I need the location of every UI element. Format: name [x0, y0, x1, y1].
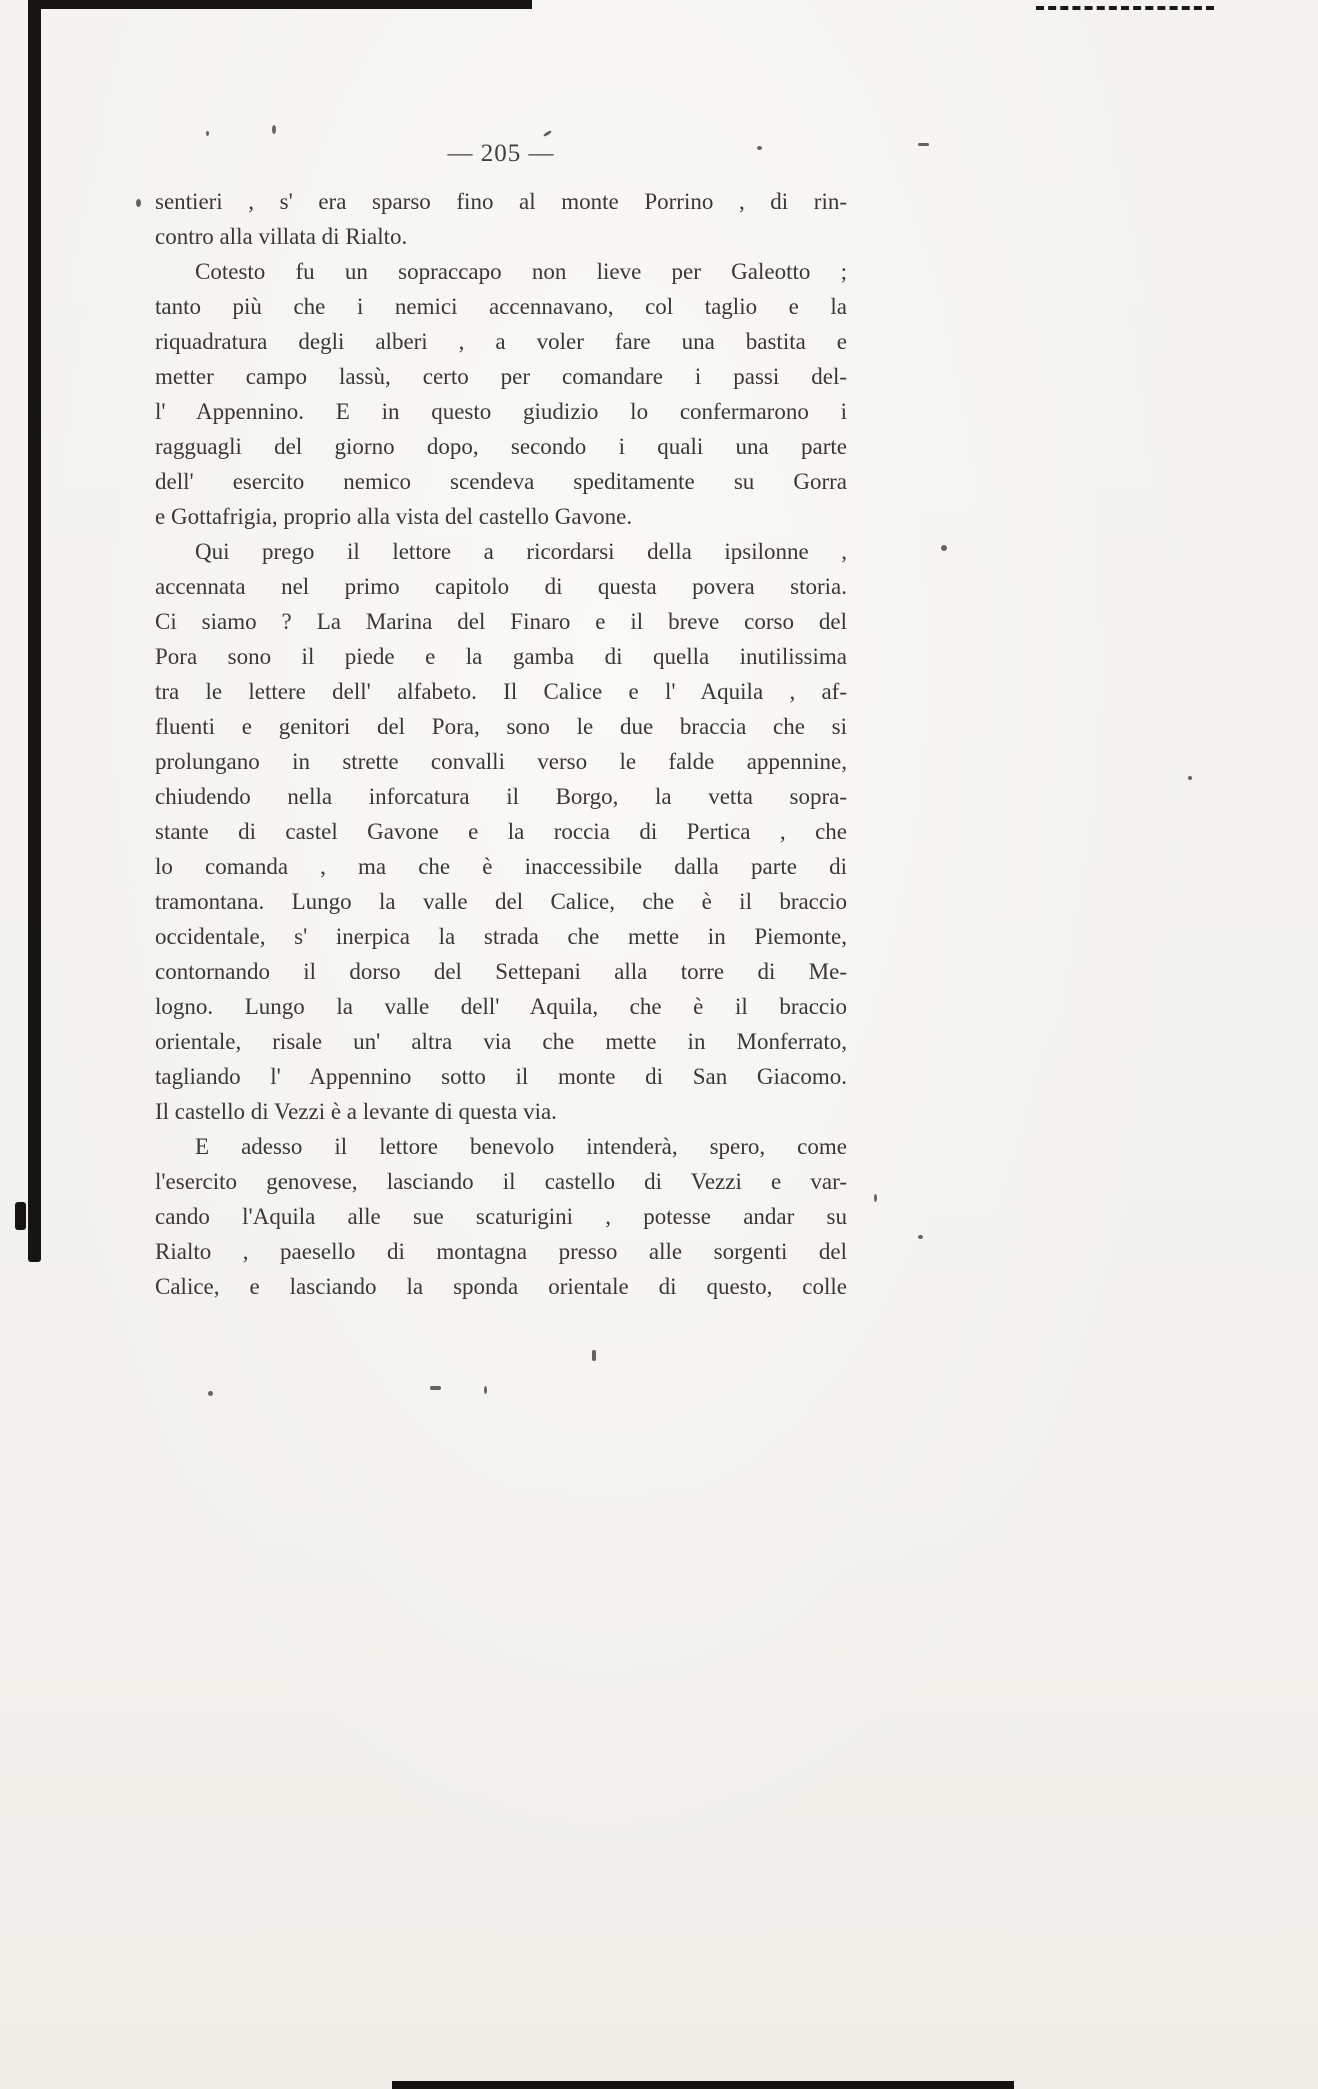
paragraph — [155, 1129, 847, 1304]
text-line: Ci siamo ? La Marina del Finaro e il breve corso del — [155, 609, 847, 634]
scan-edge-bottom — [392, 2081, 1014, 2089]
text-line: occidentale, s' inerpica la strada che mette in Piemonte, — [155, 924, 847, 949]
text-line: tramontana. Lungo la valle del Calice, che è il braccio — [155, 889, 847, 914]
scan-speck — [136, 199, 141, 207]
binding-shadow-top — [30, 0, 532, 9]
binding-shadow-left — [28, 0, 41, 1262]
scan-speck — [874, 1194, 877, 1202]
text-line: Calice, e lasciando la sponda orientale di questo, colle — [155, 1274, 847, 1299]
text-line: sentieri , s' era sparso fino al monte Porrino , di rin- — [155, 189, 847, 214]
scan-speck — [918, 143, 929, 146]
scan-speck — [484, 1386, 487, 1394]
text-line: lo comanda , ma che è inaccessibile dalla parte di — [155, 854, 847, 879]
text-line: dell' esercito nemico scendeva speditamente su Gorra — [155, 469, 847, 494]
text-line: fluenti e genitori del Pora, sono le due braccia che si — [155, 714, 847, 739]
text-line: Qui prego il lettore a ricordarsi della ipsilonne , — [195, 539, 847, 564]
dashed-scan-line — [1036, 6, 1214, 10]
paragraph — [155, 254, 847, 534]
text-line: Il castello di Vezzi è a levante di questa via. — [155, 1099, 557, 1124]
scan-speck — [430, 1386, 441, 1390]
text-line: Cotesto fu un sopraccapo non lieve per Galeotto ; — [195, 259, 847, 284]
text-line: e Gottafrigia, proprio alla vista del castello Gavone. — [155, 504, 633, 529]
text-line: tagliando l' Appennino sotto il monte di San Giacomo. — [155, 1064, 847, 1089]
scan-speck — [941, 545, 947, 551]
text-line: tra le lettere dell' alfabeto. Il Calice e l' Aquila , af- — [155, 679, 847, 704]
text-line: contornando il dorso del Settepani alla torre di Me- — [155, 959, 847, 984]
text-line: prolungano in strette convalli verso le falde appennine, — [155, 749, 847, 774]
scan-speck — [208, 1391, 213, 1396]
scan-speck — [592, 1350, 596, 1361]
scan-speck — [543, 130, 552, 137]
text-line: orientale, risale un' altra via che mette in Monferrato, — [155, 1029, 847, 1054]
text-line: metter campo lassù, certo per comandare i passi del- — [155, 364, 847, 389]
text-line: l' Appennino. E in questo giudizio lo confermarono i — [155, 399, 847, 424]
scan-speck — [1188, 776, 1192, 780]
text-line: ragguagli del giorno dopo, secondo i quali una parte — [155, 434, 847, 459]
text-line: accennata nel primo capitolo di questa povera storia. — [155, 574, 847, 599]
paragraph — [155, 184, 847, 254]
text-line: chiudendo nella inforcatura il Borgo, la vetta sopra- — [155, 784, 847, 809]
text-block — [155, 184, 847, 1304]
binding-shadow-knob — [15, 1202, 26, 1230]
scan-speck — [272, 125, 276, 134]
text-line: cando l'Aquila alle sue scaturigini , potesse andar su — [155, 1204, 847, 1229]
text-line: logno. Lungo la valle dell' Aquila, che è il braccio — [155, 994, 847, 1019]
text-line: contro alla villata di Rialto. — [155, 224, 408, 249]
scan-speck — [206, 131, 209, 136]
page-number: — 205 — — [447, 140, 555, 167]
text-line: tanto più che i nemici accennavano, col taglio e la — [155, 294, 847, 319]
scan-speck — [918, 1235, 923, 1239]
paragraph — [155, 534, 847, 1129]
text-line: Pora sono il piede e la gamba di quella inutilissima — [155, 644, 847, 669]
text-line: stante di castel Gavone e la roccia di Pertica , che — [155, 819, 847, 844]
text-line: E adesso il lettore benevolo intenderà, spero, come — [195, 1134, 847, 1159]
text-line: l'esercito genovese, lasciando il castello di Vezzi e var- — [155, 1169, 847, 1194]
text-line: Rialto , paesello di montagna presso alle sorgenti del — [155, 1239, 847, 1264]
text-line: riquadratura degli alberi , a voler fare una bastita e — [155, 329, 847, 354]
